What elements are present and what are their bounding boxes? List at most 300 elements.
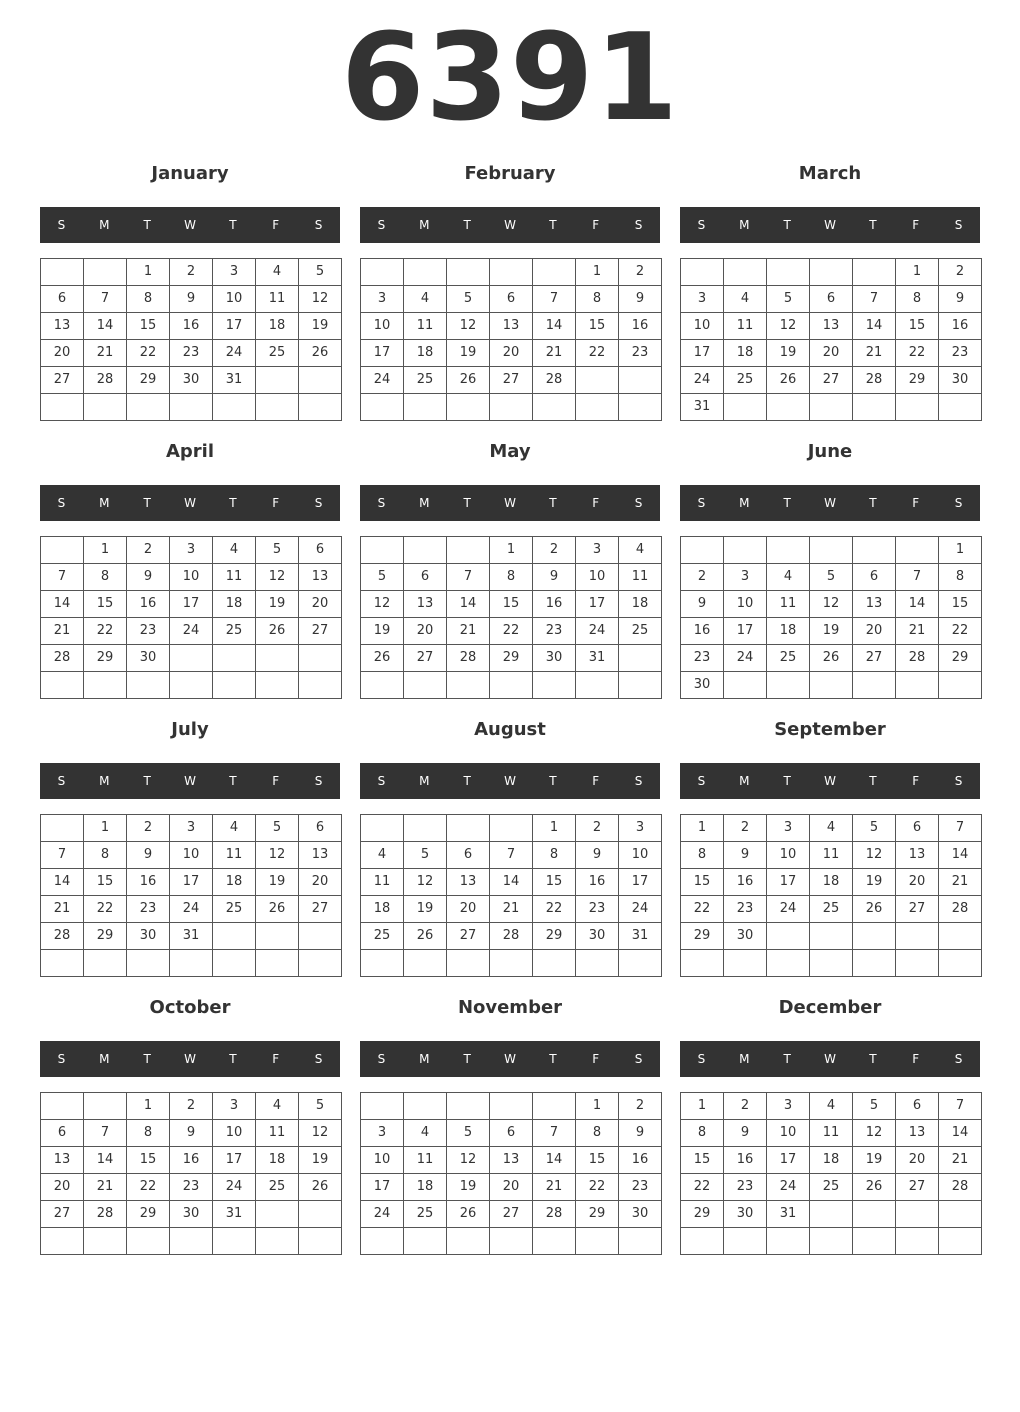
day-cell: 11 — [404, 313, 447, 340]
day-cell: 16 — [724, 869, 767, 896]
day-cell: 9 — [724, 842, 767, 869]
day-cell: 1 — [490, 537, 533, 564]
day-cell: 16 — [127, 869, 170, 896]
day-cell: 9 — [619, 286, 662, 313]
day-cell: 7 — [41, 842, 84, 869]
weekday-label: M — [99, 774, 110, 788]
weekday-label: M — [739, 774, 750, 788]
day-cell: 12 — [810, 591, 853, 618]
day-cell: 26 — [767, 367, 810, 394]
day-cell: 23 — [619, 340, 662, 367]
day-cell: 31 — [619, 923, 662, 950]
weekday-label: T — [143, 218, 151, 232]
day-cell: 8 — [127, 286, 170, 313]
day-cell — [681, 1228, 724, 1255]
day-cell: 18 — [404, 340, 447, 367]
day-cell — [490, 815, 533, 842]
day-cell — [256, 367, 299, 394]
day-cell: 9 — [127, 564, 170, 591]
day-cell — [853, 394, 896, 421]
day-cell: 15 — [681, 869, 724, 896]
day-cell: 25 — [213, 896, 256, 923]
day-cell: 10 — [576, 564, 619, 591]
week-row — [361, 1174, 662, 1201]
day-cell: 2 — [939, 259, 982, 286]
day-cell: 1 — [576, 259, 619, 286]
day-cell: 17 — [681, 340, 724, 367]
weekday-header — [40, 485, 340, 521]
day-cell: 10 — [767, 842, 810, 869]
day-cell: 24 — [681, 367, 724, 394]
week-row — [41, 591, 342, 618]
week-row — [361, 1120, 662, 1147]
day-cell: 27 — [404, 645, 447, 672]
day-cell: 2 — [681, 564, 724, 591]
day-cell: 20 — [810, 340, 853, 367]
month-name: March — [798, 163, 862, 184]
day-cell: 24 — [767, 896, 810, 923]
day-cell — [41, 672, 84, 699]
day-cell: 14 — [533, 313, 576, 340]
day-cell: 22 — [490, 618, 533, 645]
day-cell: 24 — [724, 645, 767, 672]
day-cell: 7 — [490, 842, 533, 869]
day-cell: 13 — [810, 313, 853, 340]
day-cell — [84, 672, 127, 699]
day-cell: 17 — [767, 869, 810, 896]
day-grid — [40, 536, 342, 699]
month-name: August — [474, 719, 546, 740]
day-cell — [299, 1228, 342, 1255]
day-cell: 30 — [576, 923, 619, 950]
day-cell: 18 — [767, 618, 810, 645]
day-cell: 4 — [404, 286, 447, 313]
day-cell: 29 — [84, 923, 127, 950]
week-row — [681, 1093, 982, 1120]
day-cell: 30 — [681, 672, 724, 699]
day-cell — [490, 394, 533, 421]
weekday-label: S — [314, 1052, 323, 1066]
weekday-label: S — [954, 496, 963, 510]
day-cell: 28 — [939, 1174, 982, 1201]
weekday-header — [360, 207, 660, 243]
week-row — [681, 313, 982, 340]
day-cell: 11 — [361, 869, 404, 896]
day-cell — [853, 259, 896, 286]
day-cell: 3 — [767, 1093, 810, 1120]
day-cell: 26 — [447, 367, 490, 394]
day-cell: 16 — [939, 313, 982, 340]
day-cell: 20 — [299, 591, 342, 618]
day-cell: 19 — [299, 313, 342, 340]
day-cell — [447, 1093, 490, 1120]
day-cell: 1 — [533, 815, 576, 842]
day-cell: 26 — [404, 923, 447, 950]
day-cell: 13 — [41, 313, 84, 340]
weekday-label: W — [184, 774, 196, 788]
day-cell — [490, 1093, 533, 1120]
day-cell: 5 — [404, 842, 447, 869]
day-cell: 6 — [41, 286, 84, 313]
week-row — [361, 896, 662, 923]
day-cell: 14 — [939, 1120, 982, 1147]
day-cell — [533, 394, 576, 421]
day-cell: 25 — [256, 1174, 299, 1201]
day-cell: 2 — [170, 259, 213, 286]
weekday-label: W — [504, 496, 516, 510]
day-cell — [256, 923, 299, 950]
weekday-label: W — [504, 1052, 516, 1066]
day-cell: 28 — [490, 923, 533, 950]
weekday-label: T — [549, 774, 557, 788]
day-cell: 10 — [213, 286, 256, 313]
day-cell — [361, 1228, 404, 1255]
day-cell — [619, 672, 662, 699]
day-cell: 2 — [724, 815, 767, 842]
weekday-label: F — [592, 496, 600, 510]
weekday-label: S — [377, 218, 386, 232]
day-cell: 13 — [490, 313, 533, 340]
week-row — [361, 591, 662, 618]
week-row — [361, 537, 662, 564]
day-cell: 18 — [256, 1147, 299, 1174]
day-cell: 15 — [127, 313, 170, 340]
day-cell: 15 — [939, 591, 982, 618]
day-cell: 12 — [256, 564, 299, 591]
weekday-label: S — [634, 774, 643, 788]
day-cell: 7 — [533, 286, 576, 313]
day-cell: 1 — [576, 1093, 619, 1120]
day-cell — [170, 394, 213, 421]
day-cell: 9 — [127, 842, 170, 869]
day-cell: 3 — [213, 1093, 256, 1120]
day-cell — [939, 1201, 982, 1228]
day-cell: 5 — [853, 815, 896, 842]
week-row — [681, 367, 982, 394]
day-grid — [40, 258, 342, 421]
week-row — [41, 869, 342, 896]
day-cell: 28 — [853, 367, 896, 394]
month-name: July — [171, 719, 209, 740]
day-cell: 4 — [213, 537, 256, 564]
week-row — [361, 564, 662, 591]
day-cell: 6 — [490, 1120, 533, 1147]
day-cell: 31 — [767, 1201, 810, 1228]
day-cell: 27 — [299, 618, 342, 645]
day-cell — [447, 537, 490, 564]
day-cell: 24 — [213, 1174, 256, 1201]
day-cell: 5 — [361, 564, 404, 591]
day-cell: 10 — [619, 842, 662, 869]
day-cell: 11 — [213, 842, 256, 869]
day-cell — [853, 672, 896, 699]
day-cell — [84, 259, 127, 286]
day-cell: 19 — [810, 618, 853, 645]
day-cell: 6 — [404, 564, 447, 591]
day-cell: 30 — [533, 645, 576, 672]
day-cell — [41, 259, 84, 286]
week-row — [41, 842, 342, 869]
weekday-label: F — [272, 496, 280, 510]
weekday-label: T — [463, 1052, 471, 1066]
day-cell: 20 — [490, 1174, 533, 1201]
day-cell: 20 — [490, 340, 533, 367]
day-cell: 27 — [41, 1201, 84, 1228]
day-cell — [404, 950, 447, 977]
weekday-label: F — [592, 774, 600, 788]
day-cell: 4 — [619, 537, 662, 564]
day-cell: 14 — [896, 591, 939, 618]
day-cell: 17 — [170, 869, 213, 896]
day-cell — [299, 672, 342, 699]
week-row — [681, 1201, 982, 1228]
month-name: May — [489, 441, 531, 462]
day-cell: 21 — [853, 340, 896, 367]
month-name: January — [151, 163, 229, 184]
day-cell: 5 — [256, 537, 299, 564]
day-cell: 10 — [724, 591, 767, 618]
day-cell: 6 — [853, 564, 896, 591]
day-cell — [896, 950, 939, 977]
day-cell: 5 — [299, 1093, 342, 1120]
day-cell: 20 — [896, 1147, 939, 1174]
weekday-label: T — [229, 218, 237, 232]
day-cell: 8 — [576, 286, 619, 313]
day-cell — [299, 923, 342, 950]
day-cell: 16 — [619, 313, 662, 340]
day-cell: 23 — [127, 896, 170, 923]
day-cell — [256, 645, 299, 672]
day-cell: 24 — [213, 340, 256, 367]
day-cell — [41, 537, 84, 564]
day-cell: 17 — [576, 591, 619, 618]
day-cell: 30 — [170, 1201, 213, 1228]
day-cell: 12 — [256, 842, 299, 869]
day-cell — [404, 815, 447, 842]
day-cell: 5 — [299, 259, 342, 286]
weekday-header — [360, 1041, 660, 1077]
weekday-label: M — [739, 496, 750, 510]
weekday-label: T — [143, 774, 151, 788]
day-cell: 25 — [724, 367, 767, 394]
day-cell: 3 — [681, 286, 724, 313]
day-cell — [767, 1228, 810, 1255]
day-cell: 6 — [299, 537, 342, 564]
day-cell: 10 — [361, 1147, 404, 1174]
weekday-label: W — [824, 496, 836, 510]
day-cell — [767, 394, 810, 421]
day-cell: 17 — [213, 1147, 256, 1174]
weekday-label: S — [314, 496, 323, 510]
day-cell — [724, 950, 767, 977]
day-cell — [170, 1228, 213, 1255]
day-grid — [680, 814, 982, 977]
week-row — [361, 842, 662, 869]
day-cell: 10 — [170, 842, 213, 869]
day-cell — [619, 950, 662, 977]
day-cell — [767, 672, 810, 699]
day-cell — [490, 950, 533, 977]
day-cell: 20 — [41, 1174, 84, 1201]
day-cell — [533, 950, 576, 977]
day-cell: 31 — [213, 1201, 256, 1228]
day-cell: 9 — [576, 842, 619, 869]
day-cell: 29 — [84, 645, 127, 672]
weekday-label: T — [783, 218, 791, 232]
day-cell: 5 — [256, 815, 299, 842]
day-cell: 15 — [490, 591, 533, 618]
day-cell — [533, 672, 576, 699]
weekday-label: S — [314, 218, 323, 232]
day-cell: 15 — [533, 869, 576, 896]
day-cell: 10 — [767, 1120, 810, 1147]
day-cell: 8 — [939, 564, 982, 591]
day-cell: 23 — [127, 618, 170, 645]
day-grid — [360, 536, 662, 699]
day-cell — [939, 672, 982, 699]
month-name: November — [457, 997, 563, 1018]
weekday-header — [680, 763, 980, 799]
weekday-label: S — [57, 774, 66, 788]
day-cell: 7 — [447, 564, 490, 591]
day-cell: 21 — [41, 618, 84, 645]
day-cell: 3 — [724, 564, 767, 591]
weekday-label: M — [99, 1052, 110, 1066]
day-cell: 14 — [853, 313, 896, 340]
month-name: June — [807, 441, 853, 462]
week-row — [681, 645, 982, 672]
day-grid — [360, 258, 662, 421]
day-cell: 25 — [810, 1174, 853, 1201]
day-cell — [576, 394, 619, 421]
day-cell: 28 — [533, 1201, 576, 1228]
day-grid — [40, 1092, 342, 1255]
day-cell — [299, 394, 342, 421]
day-cell: 9 — [170, 286, 213, 313]
day-cell: 18 — [810, 869, 853, 896]
day-cell: 28 — [896, 645, 939, 672]
day-cell: 8 — [896, 286, 939, 313]
day-cell: 13 — [299, 842, 342, 869]
day-cell — [533, 1228, 576, 1255]
day-cell: 18 — [404, 1174, 447, 1201]
day-cell: 16 — [724, 1147, 767, 1174]
day-cell: 18 — [724, 340, 767, 367]
day-cell: 19 — [299, 1147, 342, 1174]
day-cell — [533, 1093, 576, 1120]
day-cell: 10 — [170, 564, 213, 591]
day-cell: 8 — [681, 1120, 724, 1147]
day-cell — [939, 923, 982, 950]
day-cell: 20 — [404, 618, 447, 645]
weekday-label: M — [739, 218, 750, 232]
week-row — [41, 672, 342, 699]
day-cell — [533, 259, 576, 286]
day-cell: 5 — [810, 564, 853, 591]
week-row — [41, 259, 342, 286]
day-cell: 4 — [213, 815, 256, 842]
day-cell — [896, 923, 939, 950]
day-cell: 2 — [127, 537, 170, 564]
day-cell: 26 — [853, 1174, 896, 1201]
weekday-label: W — [824, 218, 836, 232]
day-cell: 22 — [681, 896, 724, 923]
day-cell: 15 — [576, 1147, 619, 1174]
day-cell — [404, 1228, 447, 1255]
day-cell: 1 — [939, 537, 982, 564]
day-cell: 8 — [681, 842, 724, 869]
day-cell: 7 — [84, 286, 127, 313]
day-cell: 15 — [84, 591, 127, 618]
week-row — [681, 1147, 982, 1174]
day-cell: 9 — [619, 1120, 662, 1147]
day-cell: 21 — [490, 896, 533, 923]
day-cell: 15 — [84, 869, 127, 896]
day-cell: 1 — [681, 1093, 724, 1120]
day-cell — [170, 672, 213, 699]
day-cell — [299, 950, 342, 977]
day-cell — [447, 672, 490, 699]
day-cell: 21 — [41, 896, 84, 923]
day-cell: 30 — [939, 367, 982, 394]
day-cell: 30 — [127, 645, 170, 672]
day-cell: 9 — [724, 1120, 767, 1147]
weekday-label: W — [184, 1052, 196, 1066]
week-row — [361, 259, 662, 286]
day-cell — [939, 394, 982, 421]
day-cell: 19 — [404, 896, 447, 923]
weekday-label: S — [697, 218, 706, 232]
day-cell: 10 — [213, 1120, 256, 1147]
day-cell: 21 — [84, 340, 127, 367]
weekday-header — [40, 1041, 340, 1077]
day-cell — [84, 394, 127, 421]
day-cell: 19 — [853, 869, 896, 896]
day-cell: 27 — [299, 896, 342, 923]
week-row — [681, 1174, 982, 1201]
day-cell: 16 — [170, 313, 213, 340]
weekday-label: T — [549, 496, 557, 510]
day-cell — [619, 645, 662, 672]
day-cell: 14 — [41, 869, 84, 896]
day-cell — [896, 672, 939, 699]
day-cell: 18 — [213, 869, 256, 896]
day-cell — [490, 1228, 533, 1255]
week-row — [361, 645, 662, 672]
day-cell — [724, 394, 767, 421]
day-cell: 25 — [619, 618, 662, 645]
day-cell: 9 — [939, 286, 982, 313]
day-cell — [447, 394, 490, 421]
weekday-label: S — [634, 218, 643, 232]
year-title: 6391 — [341, 9, 679, 148]
day-cell: 12 — [447, 313, 490, 340]
weekday-label: W — [504, 218, 516, 232]
day-cell: 26 — [299, 340, 342, 367]
day-cell: 14 — [490, 869, 533, 896]
day-cell: 1 — [84, 537, 127, 564]
day-cell: 12 — [299, 1120, 342, 1147]
day-cell: 28 — [84, 367, 127, 394]
day-cell: 20 — [896, 869, 939, 896]
day-cell: 30 — [170, 367, 213, 394]
weekday-label: T — [229, 774, 237, 788]
day-cell: 6 — [447, 842, 490, 869]
weekday-label: S — [57, 496, 66, 510]
weekday-label: W — [184, 218, 196, 232]
weekday-label: T — [783, 496, 791, 510]
day-cell: 27 — [896, 896, 939, 923]
